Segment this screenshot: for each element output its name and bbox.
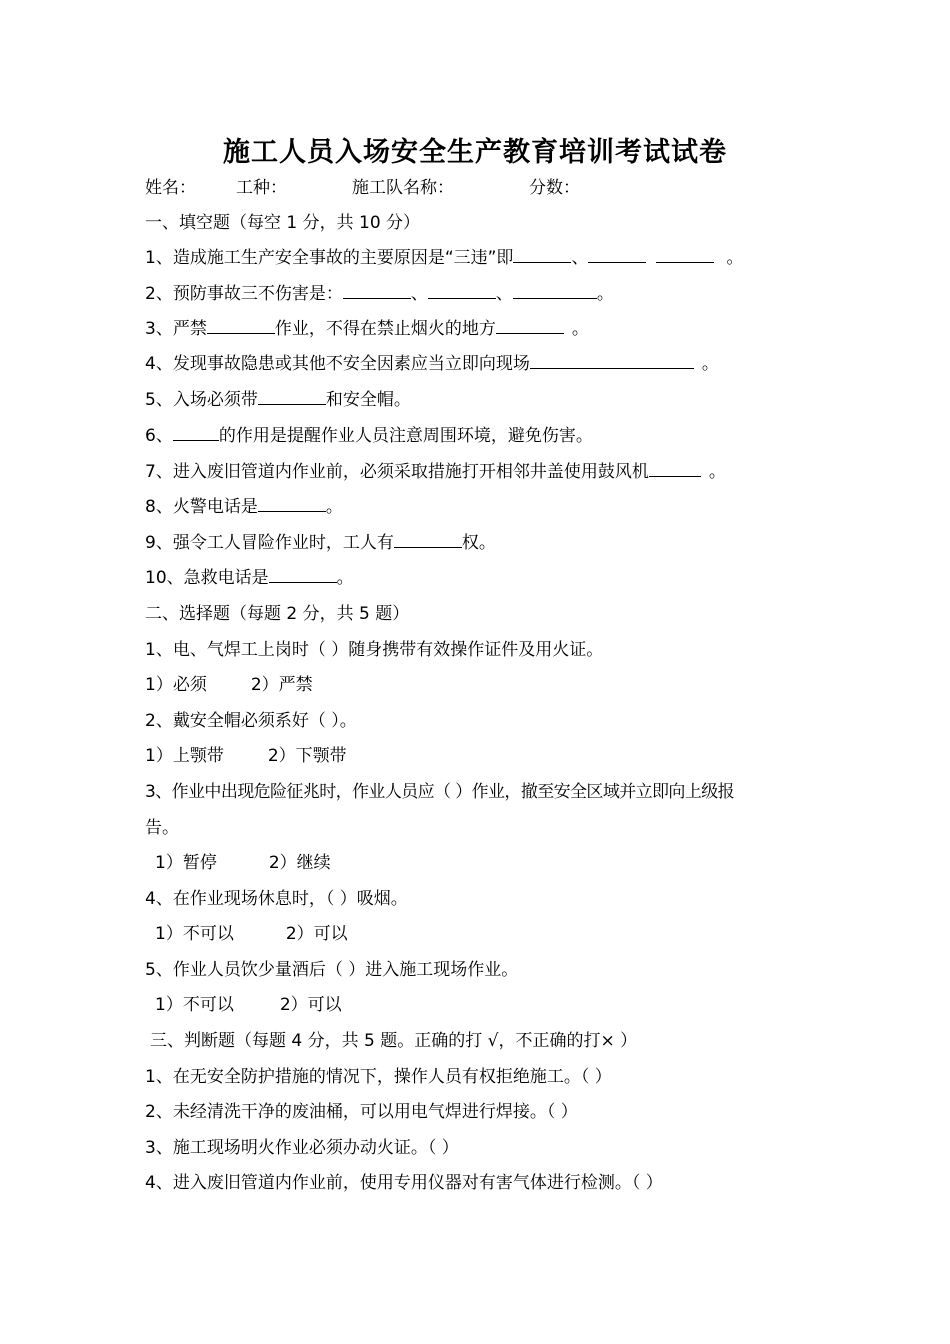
judge-question-3: 3、施工现场明火作业必须办动火证。（ ） [145, 1138, 459, 1158]
choice-question-1: 1、电、气焊工上岗时（ ）随身携带有效操作证件及用火证。 [145, 640, 604, 660]
answer-blank[interactable] [656, 246, 714, 263]
option[interactable]: 2）下颚带 [267, 746, 347, 766]
option[interactable]: 1）暂停 [155, 853, 217, 873]
trade-label: 工种： [236, 178, 287, 198]
answer-blank[interactable] [513, 282, 597, 299]
answer-blank[interactable] [258, 388, 326, 405]
choice-options-2 [145, 744, 347, 768]
fill-question-8: 8、火警电话是 。 [145, 497, 343, 517]
choice-options-3 [155, 851, 331, 875]
answer-blank[interactable] [530, 352, 694, 369]
option[interactable]: 2）可以 [285, 924, 348, 944]
answer-blank[interactable] [649, 460, 701, 477]
answer-blank[interactable] [496, 317, 564, 334]
answer-blank[interactable] [269, 566, 337, 583]
exam-info-row [145, 176, 580, 200]
section3-heading: 三、判断题（每题 4 分，共 5 题。正确的打 √，不正确的打× ） [150, 1031, 638, 1051]
judge-question-4: 4、进入废旧管道内作业前，使用专用仪器对有害气体进行检测。（ ） [145, 1173, 663, 1193]
answer-blank[interactable] [428, 282, 496, 299]
fill-question-6: 6、 的作用是提醒作业人员注意周围环境，避免伤害。 [145, 426, 593, 446]
judge-question-1: 1、在无安全防护措施的情况下，操作人员有权拒绝施工。（ ） [145, 1067, 612, 1087]
answer-blank[interactable] [513, 246, 571, 263]
fill-question-1: 1、造成施工生产安全事故的主要原因是“三违”即 、 。 [145, 248, 744, 268]
option[interactable]: 2）可以 [279, 995, 342, 1015]
answer-blank[interactable] [588, 246, 646, 263]
team-label: 施工队名称： [352, 178, 454, 198]
fill-question-9: 9、强令工人冒险作业时，工人有 权。 [145, 533, 496, 553]
fill-question-4: 4、发现事故隐患或其他不安全因素应当立即向现场 。 [145, 354, 719, 374]
choice-question-2: 2、戴安全帽必须系好（ ）。 [145, 711, 357, 731]
choice-options-5 [155, 993, 342, 1017]
choice-question-5: 5、作业人员饮少量酒后（ ）进入施工现场作业。 [145, 960, 519, 980]
answer-blank[interactable] [207, 317, 275, 334]
section2-heading: 二、选择题（每题 2 分，共 5 题） [145, 604, 410, 624]
fill-question-7: 7、进入废旧管道内作业前，必须采取措施打开相邻井盖使用鼓风机 。 [145, 462, 726, 482]
fill-question-2: 2、预防事故三不伤害是： 、 、 。 [145, 284, 614, 304]
option[interactable]: 1）不可以 [155, 924, 234, 944]
page-title: 施工人员入场安全生产教育培训考试试卷 [223, 137, 727, 168]
score-label: 分数： [529, 178, 580, 198]
choice-question-3-cont: 告。 [145, 818, 179, 838]
choice-options-4 [155, 922, 348, 946]
option[interactable]: 2）继续 [268, 853, 331, 873]
fill-question-10: 10、急救电话是 。 [145, 568, 354, 588]
choice-question-4: 4、在作业现场休息时，（ ）吸烟。 [145, 889, 408, 909]
answer-blank[interactable] [343, 282, 411, 299]
judge-question-2: 2、未经清洗干净的废油桶，可以用电气焊进行焊接。（ ） [145, 1102, 578, 1122]
option[interactable]: 1）不可以 [155, 995, 234, 1015]
name-label: 姓名： [145, 178, 196, 198]
answer-blank[interactable] [173, 424, 219, 441]
option[interactable]: 1）必须 [145, 675, 207, 695]
option[interactable]: 1）上颚带 [145, 746, 224, 766]
fill-question-3: 3、严禁 作业，不得在禁止烟火的地方 。 [145, 319, 589, 339]
answer-blank[interactable] [258, 495, 326, 512]
section1-heading: 一、填空题（每空 1 分，共 10 分） [145, 213, 421, 233]
choice-options-1 [145, 673, 313, 697]
choice-question-3: 3、作业中出现危险征兆时，作业人员应（ ）作业，撤至安全区域并立即向上级报 [145, 782, 735, 802]
answer-blank[interactable] [394, 531, 462, 548]
option[interactable]: 2）严禁 [250, 675, 313, 695]
fill-question-5: 5、入场必须带 和安全帽。 [145, 390, 411, 410]
